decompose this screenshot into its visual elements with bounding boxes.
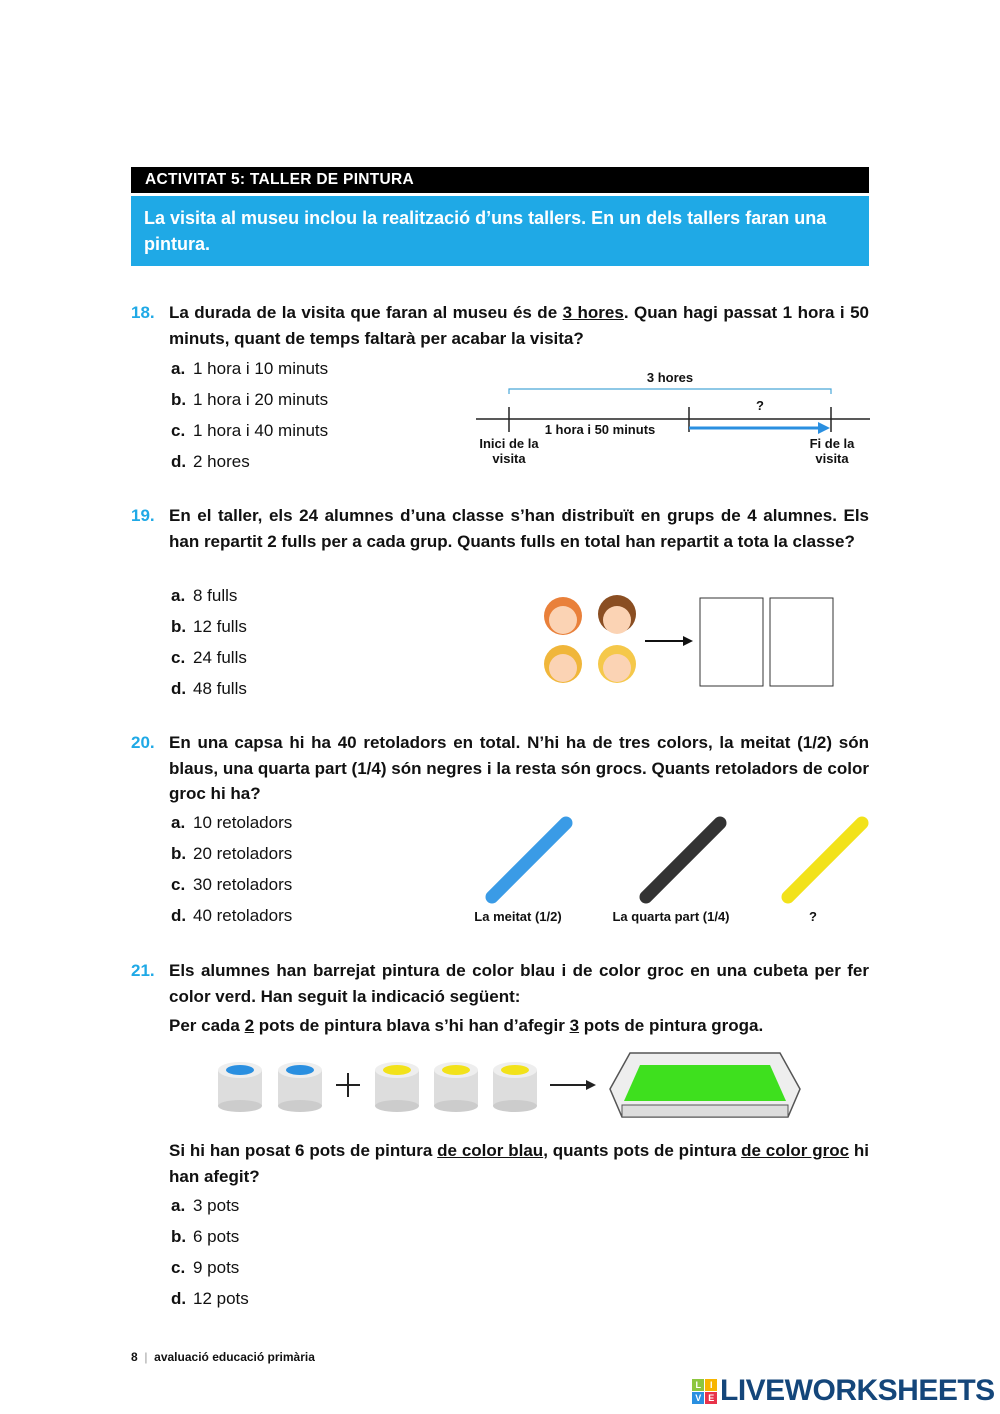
text-segment: hi han afegit? xyxy=(169,1141,869,1186)
underlined-text: de color blau xyxy=(437,1141,544,1160)
option-text: 40 retoladors xyxy=(193,906,293,925)
question-number: 18. xyxy=(131,303,155,322)
child-face-icon xyxy=(598,595,636,634)
answer-option[interactable] xyxy=(171,1252,249,1283)
option-letter: c. xyxy=(171,421,186,440)
logo-text: LIVEWORKSHEETS xyxy=(720,1374,995,1407)
paint-tray-icon xyxy=(610,1053,800,1117)
option-letter: a. xyxy=(171,1196,186,1215)
marker-label-black: La quarta part (1/4) xyxy=(612,909,730,924)
answer-option[interactable] xyxy=(171,611,247,642)
markers-illustration xyxy=(480,815,880,905)
option-text: 1 hora i 40 minuts xyxy=(193,421,329,440)
yellow-paint-pot-icon xyxy=(375,1062,419,1112)
yellow-paint-pot-icon xyxy=(434,1062,478,1112)
question-number: 19. xyxy=(131,506,155,525)
marker-label-yellow: ? xyxy=(809,909,817,924)
footer-title: avaluació educació primària xyxy=(154,1350,315,1364)
yellow-marker-icon xyxy=(788,823,862,897)
answer-option[interactable] xyxy=(171,1221,249,1252)
timeline-total: 3 hores xyxy=(646,370,694,385)
option-text: 8 fulls xyxy=(193,586,238,605)
answer-option[interactable] xyxy=(171,1283,249,1314)
timeline-start: Inici de la visita xyxy=(479,436,539,466)
rule-text xyxy=(169,1013,869,1039)
text-segment: Per cada xyxy=(169,1016,245,1035)
option-text: 2 hores xyxy=(193,452,250,471)
liveworksheets-logo xyxy=(692,1374,995,1408)
option-letter: b. xyxy=(171,390,187,409)
answer-option[interactable] xyxy=(171,353,328,384)
answer-option[interactable] xyxy=(171,673,247,704)
answer-option[interactable] xyxy=(171,642,247,673)
question-number: 21. xyxy=(131,961,155,980)
option-letter: c. xyxy=(171,648,186,667)
option-letter: c. xyxy=(171,1258,186,1277)
yellow-paint-pot-icon xyxy=(493,1062,537,1112)
options xyxy=(171,807,292,931)
option-text: 1 hora i 10 minuts xyxy=(193,359,329,378)
options xyxy=(171,353,328,477)
activity-header: ACTIVITAT 5: TALLER DE PINTURA xyxy=(131,167,869,193)
option-letter: d. xyxy=(171,452,187,471)
option-text: 3 pots xyxy=(193,1196,240,1215)
text-segment: Si hi han posat 6 pots de pintura xyxy=(169,1141,438,1160)
option-letter: c. xyxy=(171,875,186,894)
answer-option[interactable] xyxy=(171,384,328,415)
option-letter: b. xyxy=(171,844,187,863)
options xyxy=(171,1190,249,1314)
option-text: 12 pots xyxy=(193,1289,249,1308)
answer-option[interactable] xyxy=(171,415,328,446)
blue-paint-pot-icon xyxy=(218,1062,262,1112)
option-text: 48 fulls xyxy=(193,679,247,698)
group-illustration xyxy=(535,590,845,690)
question-text xyxy=(169,730,869,807)
option-text: 6 pots xyxy=(193,1227,240,1246)
text-segment: . Quan hagi passat 1 hora i 50 minuts, quant de temps faltarà per acabar la visita? xyxy=(169,303,869,348)
text-segment: pots de pintura groga. xyxy=(579,1016,764,1035)
option-letter: a. xyxy=(171,813,186,832)
answer-option[interactable] xyxy=(171,446,328,477)
option-text: 10 retoladors xyxy=(193,813,293,832)
option-letter: d. xyxy=(171,906,187,925)
text-segment: pots de pintura blava s’hi han d’afegir xyxy=(254,1016,570,1035)
question-text xyxy=(169,1138,869,1189)
question-number: 20. xyxy=(131,733,155,752)
underlined-text: 3 xyxy=(569,1016,580,1035)
timeline-end: Fi de la visita xyxy=(809,436,855,466)
option-text: 9 pots xyxy=(193,1258,240,1277)
underlined-text: 3 hores xyxy=(562,303,624,322)
option-letter: b. xyxy=(171,1227,187,1246)
option-letter: b. xyxy=(171,617,187,636)
marker-label-blue: La meitat (1/2) xyxy=(474,909,562,924)
text-segment: Els alumnes han barrejat pintura de color blau i de color groc en una cubeta per fer color verd. Han seguit la indicació següent: xyxy=(169,961,869,1006)
child-face-icon xyxy=(544,597,582,635)
paint-mix-illustration xyxy=(210,1045,810,1130)
answer-option[interactable] xyxy=(171,900,292,931)
text-segment: , quants pots de pintura xyxy=(543,1141,742,1160)
timeline-elapsed: 1 hora i 50 minuts xyxy=(544,422,656,437)
activity-intro: La visita al museu inclou la realització d’uns tallers. En un dels tallers faran una pintura. xyxy=(131,196,869,266)
option-text: 20 retoladors xyxy=(193,844,293,863)
option-text: 30 retoladors xyxy=(193,875,293,894)
question-text xyxy=(169,958,869,1009)
text-segment: La durada de la visita que faran al museu és de xyxy=(169,303,563,322)
child-face-icon xyxy=(544,645,582,683)
option-text: 1 hora i 20 minuts xyxy=(193,390,329,409)
underlined-text: 2 xyxy=(244,1016,255,1035)
option-letter: d. xyxy=(171,679,187,698)
option-letter: a. xyxy=(171,586,186,605)
option-letter: a. xyxy=(171,359,186,378)
answer-option[interactable] xyxy=(171,807,292,838)
black-marker-icon xyxy=(646,823,720,897)
plus-icon xyxy=(336,1073,360,1097)
answer-option[interactable] xyxy=(171,869,292,900)
blue-marker-icon xyxy=(492,823,566,897)
option-letter: d. xyxy=(171,1289,187,1308)
blue-paint-pot-icon xyxy=(278,1062,322,1112)
question-text xyxy=(169,300,869,351)
answer-option[interactable] xyxy=(171,580,247,611)
page-number: 8 xyxy=(131,1350,138,1364)
underlined-text: de color groc xyxy=(741,1141,850,1160)
option-text: 12 fulls xyxy=(193,617,247,636)
question-text xyxy=(169,503,869,554)
option-text: 24 fulls xyxy=(193,648,247,667)
footer: 8 | avaluació educació primària xyxy=(131,1350,315,1364)
timeline-unknown: ? xyxy=(756,398,764,413)
answer-option[interactable] xyxy=(171,1190,249,1221)
arrow-icon xyxy=(550,1080,596,1090)
options xyxy=(171,580,247,704)
logo-icon: L I V E xyxy=(692,1379,717,1404)
text-segment: En el taller, els 24 alumnes d’una classe s’han distribuït en grups de 4 alumnes. Els han repartit 2 fulls per a cada grup. Quants fulls en total han repartit a tota la classe? xyxy=(169,506,869,551)
answer-option[interactable] xyxy=(171,838,292,869)
child-face-icon xyxy=(598,645,636,683)
text-segment: En una capsa hi ha 40 retoladors en total. N’hi ha de tres colors, la meitat (1/2) són blaus, una quarta part (1/4) són negres i la resta són grocs. Quants retoladors de color groc hi ha? xyxy=(169,733,869,803)
